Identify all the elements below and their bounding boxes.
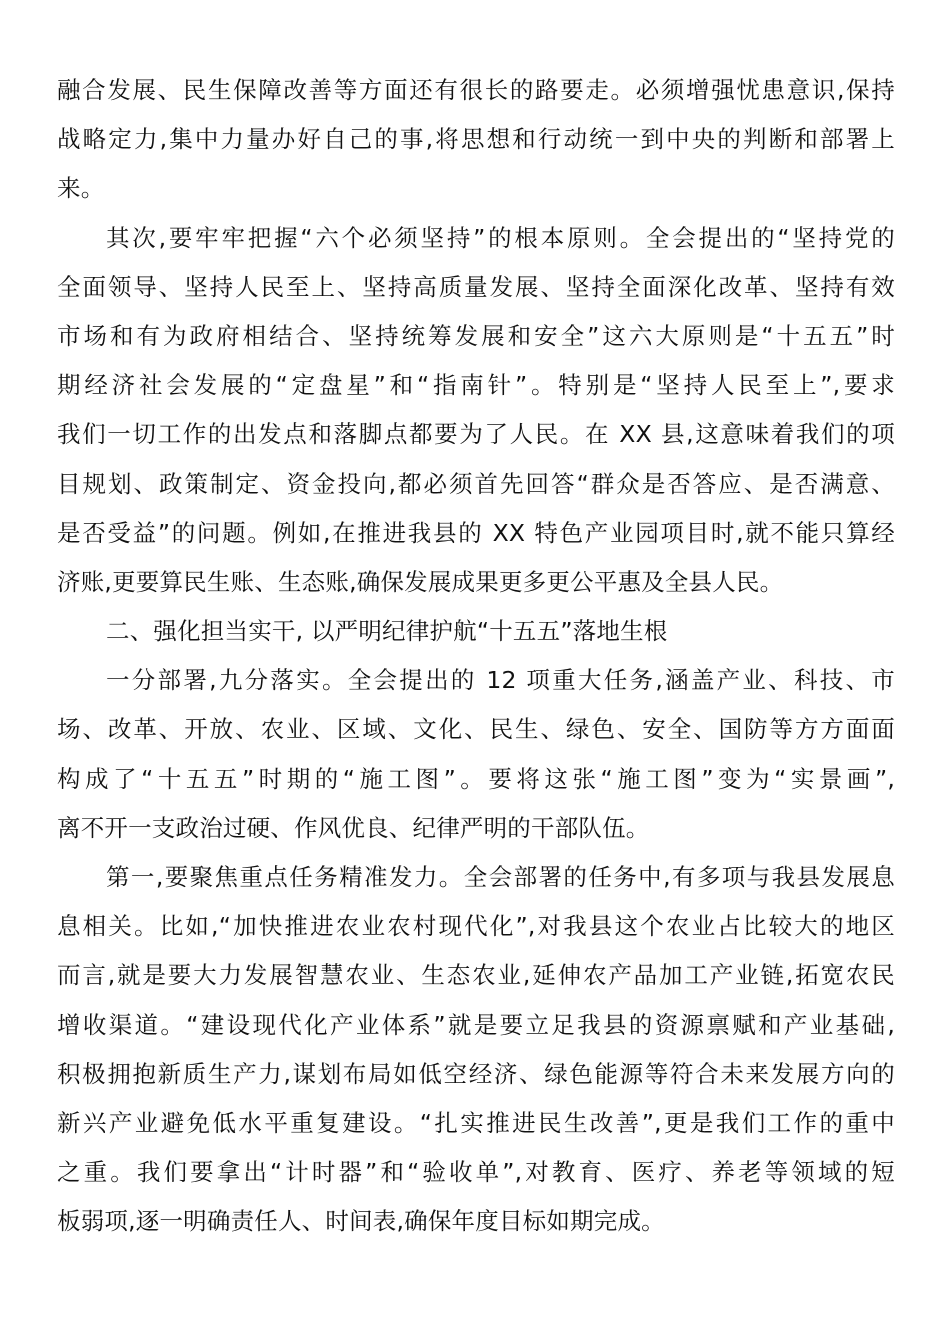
- line-text: 场、改革、开放、农业、区域、文化、民生、绿色、安全、国防等方方面面: [57, 715, 895, 744]
- line-text: 新兴产业避免低水平重复建设。“扎实推进民生改善”,更是我们工作的重中: [57, 1108, 895, 1137]
- line-text: 第一,要聚焦重点任务精准发力。全会部署的任务中,有多项与我县发展息: [106, 863, 895, 891]
- text-line: [57, 361, 895, 410]
- text-line: [57, 755, 895, 804]
- line-text: 积极拥抱新质生产力,谋划布局如低空经济、绿色能源等符合未来发展方向的: [57, 1059, 895, 1088]
- text-line: [57, 66, 895, 115]
- line-text: 而言,就是要大力发展智慧农业、生态农业,延伸农产品加工产业链,拓宽农民: [57, 961, 895, 990]
- text-line: [57, 558, 895, 607]
- text-line: [57, 804, 895, 853]
- line-text: 是否受益”的问题。例如,在推进我县的 XX 特色产业园项目时,就不能只算经: [57, 518, 895, 547]
- text-line: [57, 656, 895, 705]
- text-line: [57, 1001, 895, 1050]
- line-text: 战略定力,集中力量办好自己的事,将思想和行动统一到中央的判断和部署上: [57, 125, 895, 154]
- line-text: 一分部署,九分落实。全会提出的 12 项重大任务,涵盖产业、科技、市: [106, 666, 895, 695]
- line-text: 息相关。比如,“加快推进农业农村现代化”,对我县这个农业占比较大的地区: [57, 912, 895, 941]
- text-line: [57, 164, 895, 213]
- line-text: 增收渠道。“建设现代化产业体系”就是要立足我县的资源禀赋和产业基础,: [57, 1010, 895, 1039]
- heading-text: 二、强化担当实干, 以严明纪律护航“十五五”落地生根: [106, 617, 668, 646]
- line-text: 全面领导、坚持人民至上、坚持高质量发展、坚持全面深化改革、坚持有效: [57, 272, 895, 301]
- document-page: [57, 66, 895, 1247]
- line-text: 之重。我们要拿出“计时器”和“验收单”,对教育、医疗、养老等领域的短: [57, 1158, 895, 1187]
- line-text: 来。: [57, 174, 105, 203]
- text-line: [57, 312, 895, 361]
- line-text: 市场和有为政府相结合、坚持统筹发展和安全”这六大原则是“十五五”时: [57, 321, 895, 350]
- line-text: 期经济社会发展的“定盘星”和“指南针”。特别是“坚持人民至上”,要求: [57, 371, 895, 400]
- line-text: 目规划、政策制定、资金投向,都必须首先回答“群众是否答应、是否满意、: [57, 469, 895, 498]
- text-line: [57, 410, 895, 459]
- text-line: [57, 1050, 895, 1099]
- text-line: [57, 1197, 895, 1246]
- text-line: [57, 705, 895, 754]
- text-line: [57, 853, 895, 902]
- text-line: [57, 263, 895, 312]
- text-line: [57, 214, 895, 263]
- text-line: [57, 115, 895, 164]
- line-text: 济账,更要算民生账、生态账,确保发展成果更多更公平惠及全县人民。: [57, 567, 784, 596]
- line-text: 构成了“十五五”时期的“施工图”。要将这张“施工图”变为“实景画”,: [57, 764, 895, 793]
- text-line: [57, 902, 895, 951]
- section-heading: [57, 607, 895, 656]
- text-line: [57, 460, 895, 509]
- line-text: 离不开一支政治过硬、作风优良、纪律严明的干部队伍。: [57, 813, 650, 842]
- line-text: 其次,要牢牢把握“六个必须坚持”的根本原则。全会提出的“坚持党的: [106, 223, 895, 252]
- line-text: 板弱项,逐一明确责任人、时间表,确保年度目标如期完成。: [57, 1207, 665, 1236]
- text-line: [57, 1148, 895, 1197]
- line-text: 我们一切工作的出发点和落脚点都要为了人民。在 XX 县,这意味着我们的项: [57, 420, 895, 449]
- line-text: 融合发展、民生保障改善等方面还有很长的路要走。必须增强忧患意识,保持: [57, 76, 895, 104]
- text-line: [57, 951, 895, 1000]
- text-line: [57, 509, 895, 558]
- text-line: [57, 1099, 895, 1148]
